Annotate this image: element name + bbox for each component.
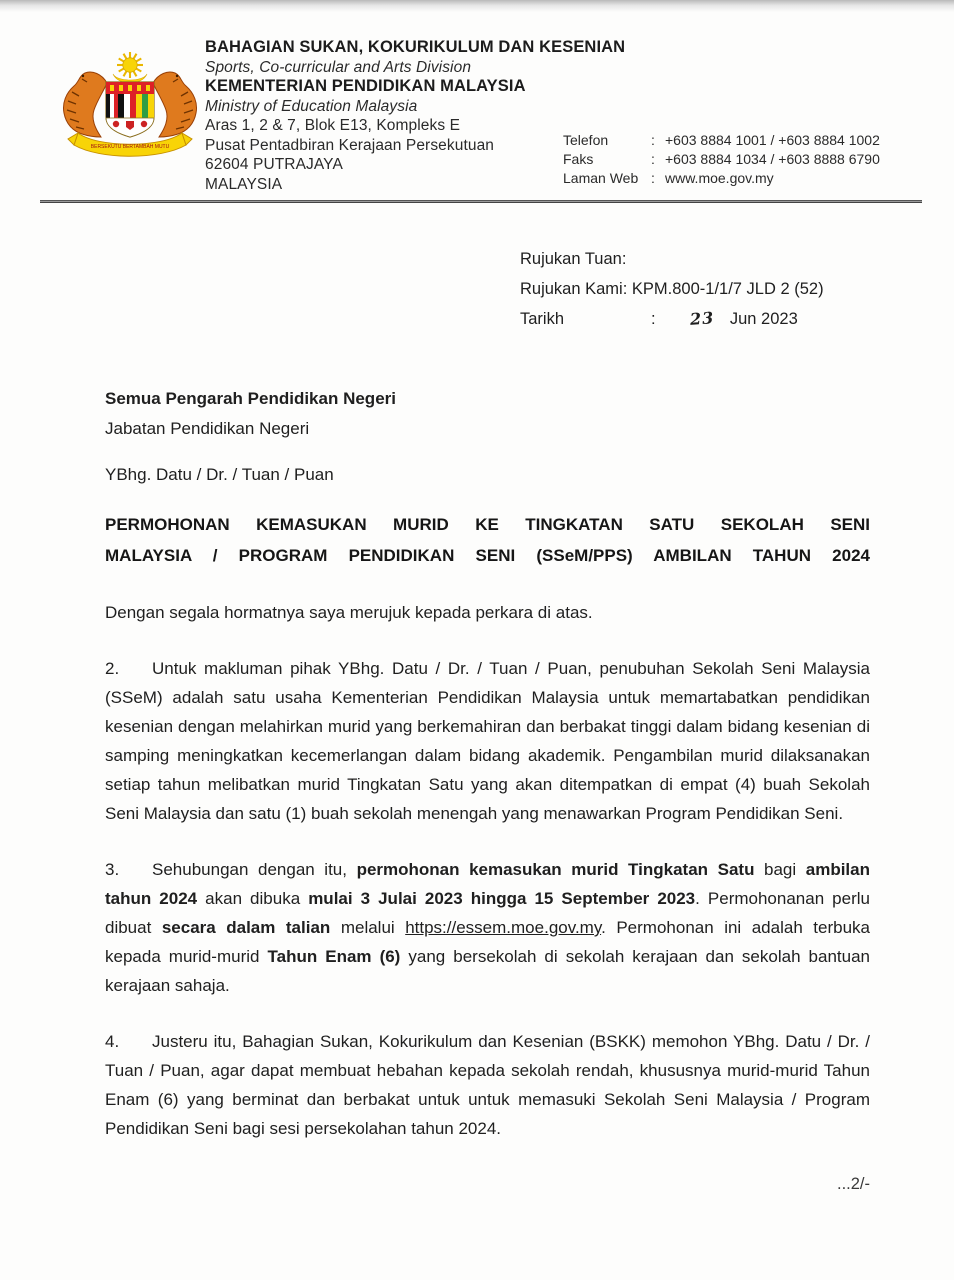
subject-line-2: MALAYSIA / PROGRAM PENDIDIKAN SENI (SSeM/PPS) AMBILAN TAHUN 2024 <box>105 546 870 565</box>
page-continuation-marker: ...2/- <box>836 1175 870 1193</box>
letter-body <box>0 384 954 1194</box>
contact-row-faks <box>563 150 880 169</box>
tarikh-row <box>520 304 954 334</box>
subject-line-1: PERMOHONAN KEMASUKAN MURID KE TINGKATAN SATU SEKOLAH SENI <box>105 515 870 534</box>
rujukan-kami-value: KPM.800-1/1/7 JLD 2 (52) <box>631 280 824 298</box>
colon: : <box>651 170 655 186</box>
paragraph-number: 4. <box>105 1032 120 1051</box>
rujukan-kami-label: Rujukan Kami: <box>520 280 628 298</box>
paragraph-text: . Permohonan ini adalah terbuka kepada murid-murid <box>105 918 870 966</box>
bold-text: secara dalam talian <box>161 918 331 937</box>
paragraph-text: melalui <box>330 918 406 937</box>
letterhead-divider <box>40 200 922 203</box>
paragraph-number: 3. <box>105 860 120 879</box>
address-line: MALAYSIA <box>205 175 283 193</box>
contact-label: Faks <box>563 151 594 167</box>
address-line: 62604 PUTRAJAYA <box>205 156 343 173</box>
division-name-my: BAHAGIAN SUKAN, KOKURIKULUM DAN KESENIAN <box>205 38 626 56</box>
colon: : <box>651 151 655 167</box>
contact-row-web <box>563 169 880 188</box>
opening-line: Dengan segala hormatnya saya merujuk kepada perkara di atas. <box>105 603 593 622</box>
tarikh-label: Tarikh <box>520 310 565 328</box>
rujukan-tuan-row <box>520 244 954 274</box>
salutation: YBhg. Datu / Dr. / Tuan / Puan <box>105 465 334 484</box>
contact-row-telefon <box>563 131 880 150</box>
bold-text: mulai 3 Julai 2023 hingga 15 September 2023 <box>308 889 696 908</box>
bold-text: Tahun Enam (6) <box>267 947 401 966</box>
contact-value: +603 8884 1001 / +603 8884 1002 <box>665 132 880 148</box>
contact-value: +603 8884 1034 / +603 8888 6790 <box>665 151 880 167</box>
colon: : <box>651 132 655 148</box>
paragraph-text: Justeru itu, Bahagian Sukan, Kokurikulum dan Kesenian (BSKK) memohon YBhg. Datu / Dr. / Tuan / Puan, agar dapat membuat hebahan kepada sekolah rendah, khususnya murid-murid Tahun Enam (6) yang berminat dan berbakat untuk untuk memasuki Sekolah Seni Malaysia / Program Pendidikan Seni bagi sesi persekolahan tahun 2024. <box>105 1032 870 1138</box>
paragraph-3 <box>105 855 870 1000</box>
recipient-block <box>105 384 870 444</box>
paragraph-4 <box>105 1027 870 1143</box>
bold-text: ambilan tahun 2024 <box>105 860 870 908</box>
paragraph-text: Untuk makluman pihak YBhg. Datu / Dr. / Tuan / Puan, penubuhan Sekolah Seni Malaysia (SSeM) adalah satu usaha Kementerian Pendidikan Malaysia untuk memartabatkan pendidikan kesenian dengan melahirkan murid yang berkemahiran dan berbakat tinggi dalam bidang kesenian di samping meningkatkan kecemerlangan dalam bidang akademik. Pengambilan murid dilaksanakan setiap tahun melibatkan murid Tingkatan Satu yang akan ditempatkan di empat (4) buah Sekolah Seni Malaysia dan satu (1) buah sekolah menengah yang menawarkan Program Pendidikan Seni. <box>105 659 870 823</box>
recipient-line-1: Semua Pengarah Pendidikan Negeri <box>105 389 396 408</box>
essem-url-link: https://essem.moe.gov.my <box>405 918 602 937</box>
paragraph-text: Sehubungan dengan itu, <box>152 860 357 879</box>
rujukan-kami-row <box>520 274 954 304</box>
subject-heading <box>105 509 870 571</box>
paragraph-text: yang bersekolah di sekolah kerajaan dan sekolah bantuan kerajaan sahaja. <box>105 947 870 995</box>
letterhead <box>0 0 954 232</box>
bold-text: permohonan kemasukan murid Tingkatan Satu <box>356 860 755 879</box>
paragraph-number: 2. <box>105 659 120 678</box>
contact-block <box>563 131 880 188</box>
contact-value: www.moe.gov.my <box>665 170 774 186</box>
contact-label: Telefon <box>563 132 609 148</box>
division-name-en: Sports, Co-curricular and Arts Division <box>205 58 472 76</box>
ministry-name-my: KEMENTERIAN PENDIDIKAN MALAYSIA <box>205 77 526 95</box>
paragraph-text: bagi <box>754 860 806 879</box>
contact-label: Laman Web <box>563 170 639 186</box>
crest-motto: BERSEKUTU BERTAMBAH MUTU <box>90 144 170 150</box>
reference-block <box>520 244 954 334</box>
rujukan-tuan-label: Rujukan Tuan: <box>520 250 627 268</box>
colon: : <box>651 310 656 328</box>
address-line: Pusat Pentadbiran Kerajaan Persekutuan <box>205 136 495 154</box>
paragraph-text: . Permohonanan perlu dibuat <box>105 889 870 937</box>
paragraph-2 <box>105 654 870 828</box>
address-line: Aras 1, 2 & 7, Blok E13, Kompleks E <box>205 117 461 134</box>
ministry-name-en: Ministry of Education Malaysia <box>205 97 418 115</box>
paragraph-text: akan dibuka <box>197 889 309 908</box>
tarikh-month-year: Jun 2023 <box>729 310 798 328</box>
recipient-line-2: Jabatan Pendidikan Negeri <box>105 419 310 438</box>
malaysia-coat-of-arms-icon <box>60 48 200 162</box>
handwritten-date-day: 23 <box>688 308 715 329</box>
